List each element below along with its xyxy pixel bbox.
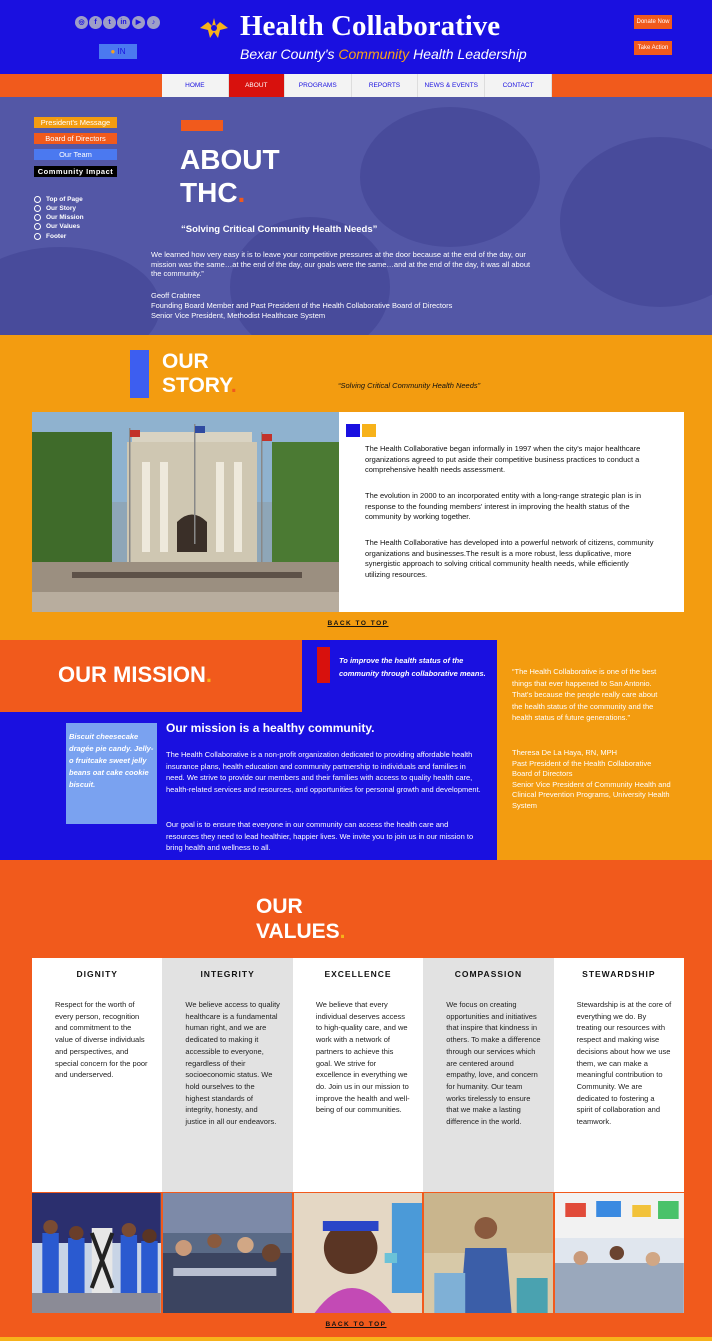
story-paragraph: The evolution in 2000 to an incorporated entity with a long-range strategic plan is in response to the founding members' interest in improving the health status of the community by working together.: [365, 491, 642, 521]
twitter-icon[interactable]: t: [103, 16, 116, 29]
take-action-button[interactable]: Take Action: [634, 41, 672, 55]
mission-goal: To improve the health status of the community through collaborative means.: [339, 656, 486, 678]
mission-quote: “The Health Collaborative is one of the best things that ever happened to San Antonio. That's because the people really care about the health status of the community and the health status of future generations.”: [512, 667, 658, 722]
photo-strip: [32, 1193, 684, 1313]
back-to-top-link[interactable]: BACK TO TOP: [325, 1321, 387, 1328]
submenu-presidents-message[interactable]: President's Message: [34, 117, 117, 128]
footer-strip: [0, 1337, 712, 1341]
nav-news-events[interactable]: NEWS & EVENTS: [418, 74, 485, 97]
value-compassion: COMPASSION We focus on creating opportunities and initiatives that inspire that kindness in others. To make a difference through our services which are centered around empathy, love, and concern for humanity. Our team works tirelessly to ensure that we make a lasting difference in the world.: [423, 958, 553, 1192]
main-nav: [162, 74, 552, 97]
story-paragraph: The Health Collaborative has developed into a powerful network of citizens, community organizations and businesses.The result is a more robust, less duplicative, more synergistic approach to solving critical community health needs, while efficiently utilizing resources.: [365, 538, 654, 579]
story-paragraph: The Health Collaborative began informally in 1997 when the city's major healthcare organizations agreed to put aside their competitive business practices to conduct a comprehensive health needs assessment.: [365, 444, 641, 474]
values-grid: [32, 958, 684, 1192]
courthouse-photo: [32, 412, 339, 612]
story-heading: OUR STORY.: [162, 350, 237, 397]
value-stewardship: STEWARDSHIP Stewardship is at the core of everything we do. By treating our resources with respect and making wise decisions about how we use them, we can make a meaningful contribution to Community. We are dedicated to fostering a spirit of collaboration and teamwork.: [554, 958, 684, 1192]
values-heading: OUR VALUES.: [256, 895, 346, 943]
site-title[interactable]: Health Collaborative: [240, 10, 501, 42]
anchor-top-of-page[interactable]: Top of Page: [34, 196, 83, 203]
about-quote: We learned how very easy it is to leave your competitive pressures at the door because at the end of the day, our mission was the same…at the end of the day, our goals were the same…and at the end of the day, it was all about the community.”: [151, 250, 531, 278]
submenu-community-impact[interactable]: Community Impact: [34, 166, 117, 177]
photo-kids-event: [32, 1193, 161, 1313]
submenu-our-team[interactable]: Our Team: [34, 149, 117, 160]
value-dignity: DIGNITY Respect for the worth of every person, recognition and commitment to the value of diverse individuals and perspectives, and special concern for the poor and underserved.: [32, 958, 162, 1192]
mission-paragraph: Our goal is to ensure that everyone in our community can access the health care and resources they need to lead healthier, happier lives. We invite you to join us in our mission to bring health and wellness to all.: [166, 820, 474, 852]
mission-subheading: Our mission is a healthy community.: [166, 721, 375, 735]
nav-programs[interactable]: PROGRAMS: [285, 74, 352, 97]
lorem-callout: Biscuit cheesecake dragée pie candy. Jelly-o fruitcake sweet jelly beans oat cake cookie biscuit.: [66, 723, 157, 824]
photo-classroom: [555, 1193, 684, 1313]
accent-square: [362, 424, 376, 437]
story-tagline: “Solving Critical Community Health Needs”: [338, 381, 481, 390]
language-selector[interactable]: ● IN: [99, 44, 137, 59]
photo-meeting: [163, 1193, 292, 1313]
anchor-footer[interactable]: Footer: [34, 233, 66, 240]
logo-icon: [198, 16, 230, 40]
accent-bar: [317, 647, 330, 683]
about-subtitle: “Solving Critical Community Health Needs”: [181, 224, 378, 235]
instagram-icon[interactable]: ◎: [75, 16, 88, 29]
globe-icon: ●: [110, 47, 118, 56]
accent-bar: [181, 120, 223, 131]
hero-photo-shade: [360, 107, 540, 247]
nav-home[interactable]: HOME: [162, 74, 229, 97]
accent-bar: [130, 350, 149, 398]
linkedin-icon[interactable]: in: [117, 16, 130, 29]
hero-photo-shade: [560, 137, 712, 307]
submenu-board-of-directors[interactable]: Board of Directors: [34, 133, 117, 144]
about-attribution: Geoff Crabtree Founding Board Member and Past President of the Health Collaborative Board of Directors Senior Vice President, Methodist Healthcare System: [151, 291, 453, 320]
site-tagline: Bexar County's Community Health Leadership: [240, 46, 527, 62]
anchor-our-values[interactable]: Our Values: [34, 223, 80, 230]
back-to-top-link[interactable]: BACK TO TOP: [327, 620, 389, 627]
mission-paragraph: The Health Collaborative is a non-profit organization dedicated to providing affordable health insurance plans, health education and community partnership to individuals and families in need. We strive to provide our members and their families with access to quality health care, health-related services and resources, and opportunities for personal growth and development.: [166, 750, 481, 794]
value-integrity: INTEGRITY We believe access to quality healthcare is a fundamental human right, and we are dedicated to making it accessible to everyone, regardless of their socioeconomic status. We hold ourselves to the highest standards of integrity, honesty, and justice in all our endeavors.: [162, 958, 292, 1192]
value-excellence: EXCELLENCE We believe that every individual deserves access to high-quality care, and we work with a network of partners to achieve this goal. We strive for excellence in everything we do. Join us in our mission to improve the health and well-being of our communities.: [293, 958, 423, 1192]
hero-photo-shade: [0, 247, 160, 335]
donate-now-button[interactable]: Donate Now: [634, 15, 672, 29]
nav-about[interactable]: ABOUT: [229, 74, 285, 97]
youtube-icon[interactable]: ▶: [132, 16, 145, 29]
facebook-icon[interactable]: f: [89, 16, 102, 29]
nav-contact[interactable]: CONTACT: [485, 74, 552, 97]
mission-attribution: Theresa De La Haya, RN, MPH Past President of the Health Collaborative Board of Directors Senior Vice President of Community Health and Clinical Prevention Programs, University Health System: [512, 748, 671, 810]
tiktok-icon[interactable]: ♪: [147, 16, 160, 29]
accent-square: [346, 424, 360, 437]
about-heading: ABOUT THC.: [180, 144, 280, 208]
mission-heading: OUR MISSION.: [58, 662, 213, 687]
anchor-our-mission[interactable]: Our Mission: [34, 214, 84, 221]
anchor-our-story[interactable]: Our Story: [34, 205, 76, 212]
photo-teacher: [424, 1193, 553, 1313]
photo-vaccination: [294, 1193, 423, 1313]
nav-reports[interactable]: REPORTS: [352, 74, 419, 97]
